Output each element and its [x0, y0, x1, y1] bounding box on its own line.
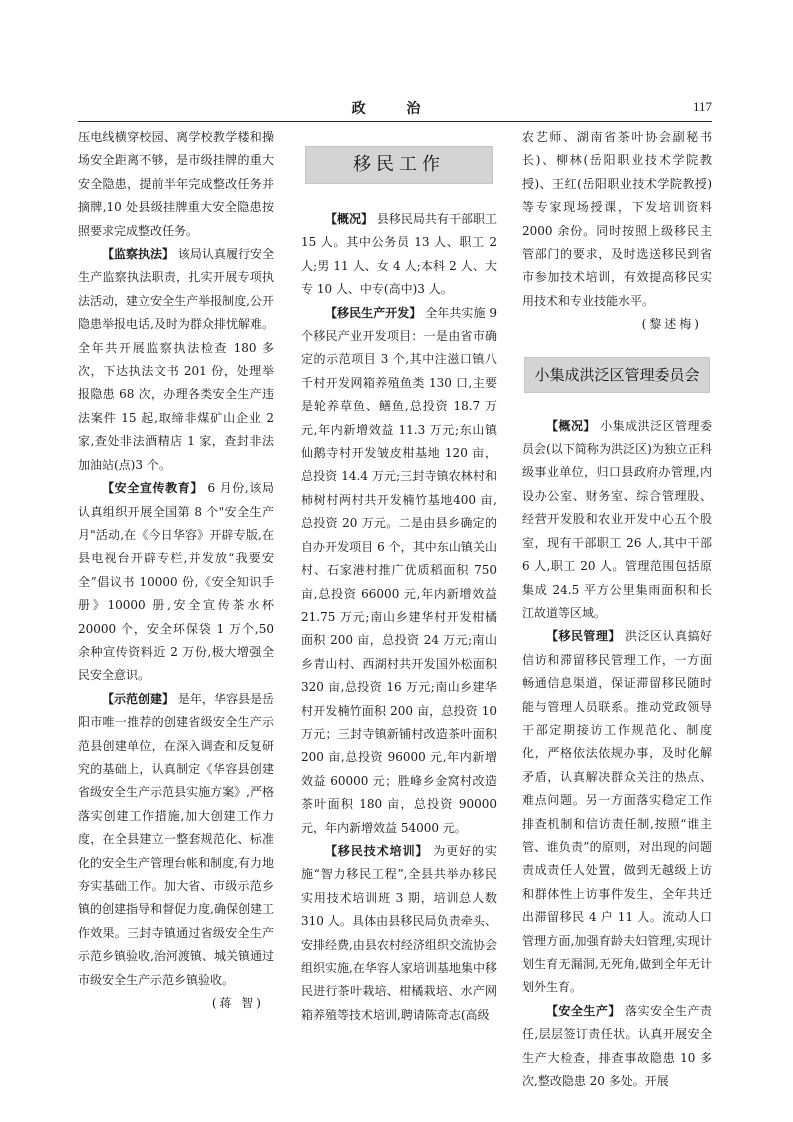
- paragraph-inspection-enforcement: [78, 243, 274, 477]
- paragraph-text: 县移民局共有干部职工 15 人。其中公务员 13 人、职工 2 人;男 11 人、女 4 人;本科 2 人、大专 10 人、中专(高中)3 人。: [301, 212, 497, 297]
- header-rule: [78, 121, 712, 122]
- keyword-heading: 【概况】: [325, 212, 374, 226]
- paragraph-migrant-management: [522, 625, 712, 1000]
- paragraph-continued: 压电线横穿校园、离学校教学楼和操场安全距离不够，是市级挂牌的重大安全隐患，提前半年完成整改任务并摘牌,10 处县级挂牌重大安全隐患按照要求完成整改任务。: [78, 130, 274, 238]
- keyword-heading: 【安全宣传教育】: [102, 481, 204, 496]
- column-2: [301, 126, 497, 1027]
- section-banner-migration: 移民工作: [305, 146, 493, 184]
- paragraph-safety-education: [78, 477, 274, 688]
- section-title: 政 治: [351, 101, 439, 117]
- keyword-heading: 【移民生产开发】: [325, 305, 422, 320]
- paragraph-continued: 农艺师、湖南省茶叶协会副秘书长)、柳林(岳阳职业技术学院教授)、王红(岳阳职业技术学院教授)等专家现场授课，下发培训资料 2000 余份。同时按照上级移民主管部门的要求，及时选送移民到省市参加技术培训，有效提高移民实用技术和专业技能水平。: [522, 130, 712, 308]
- paragraph-demonstration: [78, 688, 274, 992]
- keyword-heading: 【移民技术培训】: [325, 843, 429, 858]
- paragraph-text: 小集成洪泛区管理委员会(以下简称为洪泛区)为独立正科级事业单位，归口县政府办管理,内设办公室、财务室、综合管理股、经营开发股和农业开发中心五个股室，现有干部职工 26 人,其中干部 6 人,职工 20 人。管理范围包括原集成 24.5 平方公里集雨面积和长江故道等区域。: [522, 418, 712, 620]
- paragraph-technical-training: [301, 840, 497, 1027]
- author-signature: (蒋 智): [211, 996, 264, 1011]
- paragraph-text: 落实安全生产责任,层层签订责任状。认真开展安全生产大检查，排查事故隐患 10 多次,整改隐患 20 多处。开展: [522, 1003, 712, 1089]
- paragraph-text: 全年共实施 9 个移民产业开发项目：一是由省市确定的示范项目 3 个,其中注滋口镇八千村开发网箱养殖鱼类 130 口,主要是轮养草鱼、鳝鱼,总投资 18.7 万元,年内新增效益 11.3 万元;东山镇仙鹅寺村开发皱皮柑基地 120 亩，总投资 14.4 万元;三封寺镇农林村和柿树村两村共开发楠竹基地400 亩,总投资 20 万元。二是由县乡确定的自办开发项目 6 个，其中东山镇关山村、石家港村推广优质稻面积 750 亩,总投资 66000 元,年内新增效益 21.75 万元;南山乡建华村开发柑橘面积 200 亩，总投资 24 万元;南山乡青山村、西湖村共开发国外松面积 320 亩,总投资 16 万元;南山乡建华村开发楠竹面积 200 亩，总投资 10 万元；三封寺镇新铺村改造茶叶面积 200 亩,总投资 96000 元,年内新增效益 60000 元；胜峰乡金窝村改造茶叶面积 180 亩，总投资 90000 元，年内新增效益 54000 元。: [301, 305, 497, 835]
- keyword-heading: 【安全生产】: [546, 1003, 621, 1018]
- author-signature: (黎述梅): [641, 317, 702, 332]
- paragraph-text: 洪泛区认真搞好信访和滞留移民管理工作，一方面畅通信息渠道，保证滞留移民随时能与管理人员联系。推动党政领导干部定期接访工作规范化、制度化，严格依法依规办事，及时化解矛盾，认真解决群众关注的热点、难点问题。另一方面落实稳定工作排查机制和信访责任制,按照“谁主管、谁负责”的原则，对出现的问题责成责任人处置，做到无越级上访和群体性上访事件发生，全年共迁出滞留移民 4 户 11 人。流动人口管理方面,加强育龄夫妇管理,实现计划生育无漏洞,无死角,做到全年无计划外生育。: [522, 629, 712, 995]
- keyword-heading: 【概况】: [546, 418, 596, 433]
- paragraph-text: 为更好的实施“智力移民工程”,全县共举办移民实用技术培训班 3 期，培训总人数 310 人。具体由县移民局负责牵头、安排经费,由县农村经济组织交流协会组织实施,在华容人家培训基地集中移民进行茶叶栽培、柑橘栽培、水产网箱养殖等技术培训,聘请陈奇志(高级: [301, 843, 497, 1022]
- keyword-heading: 【示范创建】: [102, 691, 175, 706]
- keyword-heading: 【移民管理】: [546, 629, 621, 644]
- paragraph-text: 6 月份,该局认真组织开展全国第 8 个"安全生产月"活动,在《今日华容》开辟专版,在县电视台开辟专栏,并发放“我要安全”倡议书 10000 份,《安全知识手册》10000 册,安全宣传茶水杯 20000 个，安全环保袋 1 万个,50 余种宣传资料近 2 万份,极大增强全民安全意识。: [78, 481, 274, 683]
- paragraph-safe-production: [522, 1000, 712, 1094]
- page-number: 117: [692, 99, 712, 114]
- paragraph-production-development: [301, 302, 497, 840]
- section-banner-flood-area: 小集成洪泛区管理委员会: [524, 357, 710, 393]
- running-header: [78, 96, 712, 120]
- keyword-heading: 【监察执法】: [102, 247, 175, 262]
- column-1: [78, 126, 274, 1015]
- paragraph-text: 该局认真履行安全生产监察执法职责，扎实开展专项执法活动，建立安全生产举报制度,公开隐患举报电话,及时为群众排忧解难。全年共开展监察执法检查 180 多次，下达执法文书 201 份，处理举报隐患 68 次，办理各类安全生产违法案件 15 起,取缔非煤矿山企业 2 家,查处非法酒精店 1 家，查封非法加油站(点)3 个。: [78, 247, 274, 472]
- paragraph-overview: [522, 415, 712, 626]
- paragraph-text: 是年，华容县是岳阳市唯一推荐的创建省级安全生产示范县创建单位，在深入调查和反复研究的基础上，认真制定《华容县创建省级安全生产示范县实施方案》,严格落实创建工作措施,加大创建工作力度，在全县建立一整套规范化、标准化的安全生产管理台帐和制度,有力地夯实基础工作。加大省、市级示范乡镇的创建指导和督促力度,确保创建工作效果。三封寺镇通过省级安全生产示范乡镇验收,治河渡镇、城关镇通过市级安全生产示范乡镇验收。: [78, 691, 274, 987]
- column-3: [522, 126, 712, 1093]
- paragraph-overview: [301, 208, 497, 302]
